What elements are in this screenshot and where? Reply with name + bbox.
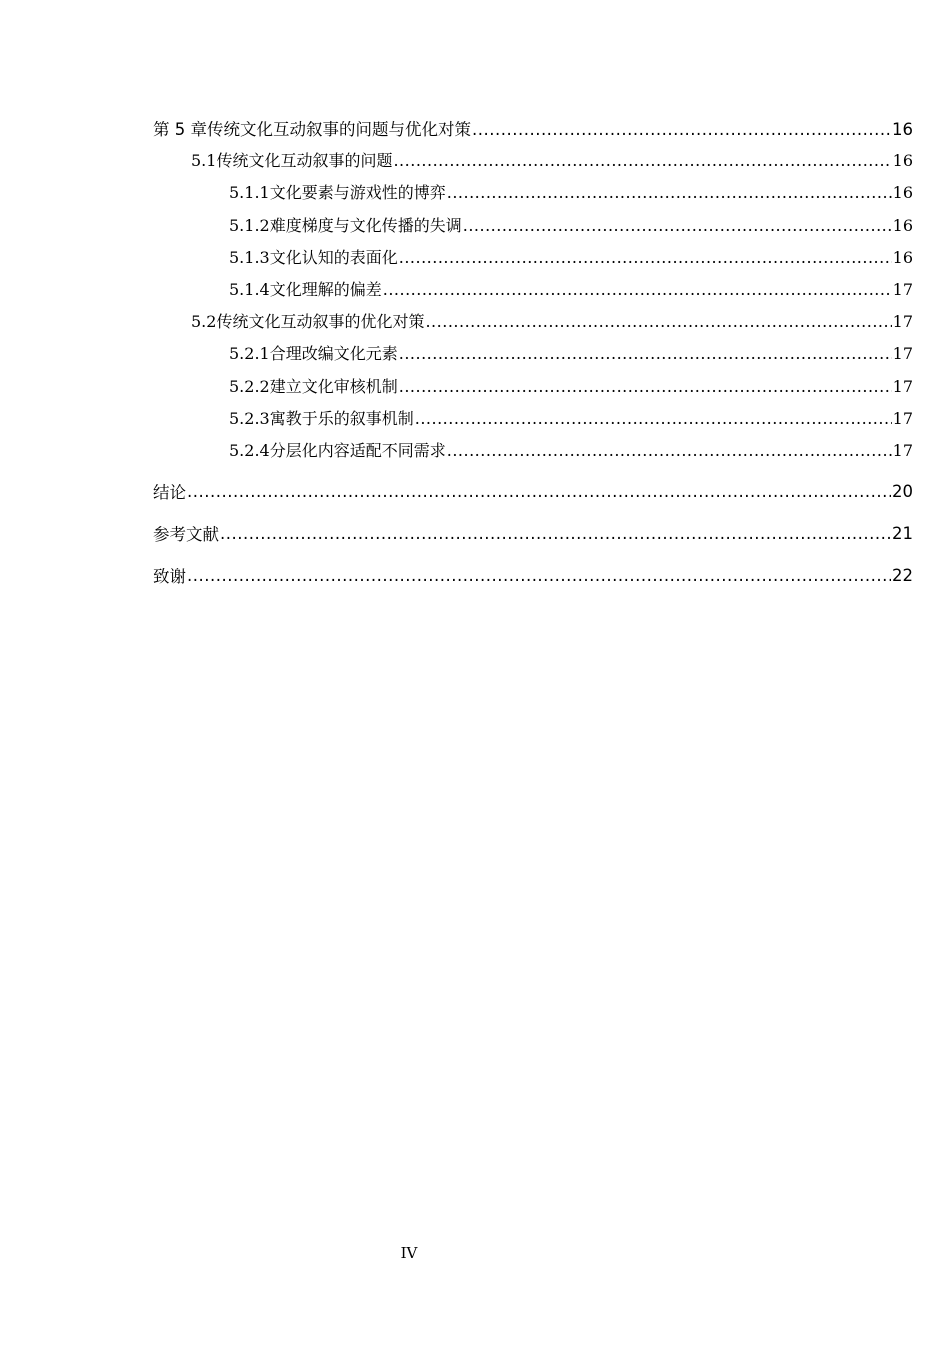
dot-leader [472,120,891,139]
toc-page-number: 16 [892,247,913,267]
dot-leader [399,377,892,396]
toc-entry-5-1[interactable] [153,148,913,180]
toc-page-number: 17 [892,312,913,332]
toc-title: 文化认知的表面化 [269,247,398,267]
dot-leader [383,280,892,299]
toc-page-number: 17 [892,279,913,299]
toc-number: 5.2 [191,312,217,332]
toc-page-number: 16 [892,120,913,139]
table-of-contents [153,116,913,596]
toc-entry-5-1-4[interactable] [153,277,913,309]
toc-number: 5.2.3 [229,408,270,428]
toc-number: 5.2.2 [229,376,270,396]
dot-leader [399,344,892,363]
toc-page-number: 21 [892,523,913,543]
toc-entry-5-1-3[interactable] [153,245,913,277]
toc-number: 5.1.1 [229,183,270,203]
dot-leader [425,312,891,331]
toc-page-number: 22 [892,565,913,585]
dot-leader [187,482,891,501]
toc-page-number: 16 [892,215,913,235]
toc-entry-5-1-2[interactable] [153,213,913,245]
dot-leader [447,183,892,202]
toc-entry-5-1-1[interactable] [153,180,913,212]
toc-number: 5.1.3 [229,247,270,267]
dot-leader [187,566,891,585]
toc-entry-5-2-1[interactable] [153,341,913,373]
toc-entry-conclusion[interactable] [153,470,913,512]
toc-title: 参考文献 [153,525,219,545]
toc-title: 传统文化互动叙事的优化对策 [216,312,425,332]
toc-title: 合理改编文化元素 [269,344,398,364]
dot-leader [393,151,891,170]
dot-leader [447,441,892,460]
toc-entry-5-2[interactable] [153,309,913,341]
toc-page-number: 17 [892,440,913,460]
toc-page-number: 17 [892,344,913,364]
toc-number: 5.1.4 [229,279,270,299]
toc-title: 建立文化审核机制 [269,376,398,396]
toc-title: 难度梯度与文化传播的失调 [269,215,462,235]
toc-title: 结论 [153,483,186,503]
toc-number: 第 5 章 [153,120,207,139]
toc-number: 5.2.4 [229,440,270,460]
toc-entry-5-2-4[interactable] [153,438,913,470]
toc-number: 5.2.1 [229,344,270,364]
toc-title: 传统文化互动叙事的问题与优化对策 [207,120,471,139]
toc-number: 5.1 [191,151,217,171]
page-footer-number: IV [400,1244,418,1262]
dot-leader [399,248,892,267]
toc-entry-references[interactable] [153,512,913,554]
toc-entry-5-2-2[interactable] [153,374,913,406]
toc-title: 分层化内容适配不同需求 [269,440,446,460]
toc-title: 文化理解的偏差 [269,279,382,299]
dot-leader [415,409,892,428]
toc-page-number: 20 [892,481,913,501]
dot-leader [220,524,891,543]
toc-page-number: 17 [892,408,913,428]
toc-entry-thanks[interactable] [153,554,913,596]
toc-title: 传统文化互动叙事的问题 [216,151,393,171]
toc-number: 5.1.2 [229,215,270,235]
dot-leader [463,216,892,235]
toc-page-number: 17 [892,376,913,396]
toc-title: 致谢 [153,567,186,587]
toc-entry-5-2-3[interactable] [153,406,913,438]
toc-entry-chapter-5[interactable] [153,116,913,148]
toc-title: 寓教于乐的叙事机制 [269,408,414,428]
toc-page-number: 16 [892,151,913,171]
toc-title: 文化要素与游戏性的博弈 [269,183,446,203]
toc-page-number: 16 [892,183,913,203]
